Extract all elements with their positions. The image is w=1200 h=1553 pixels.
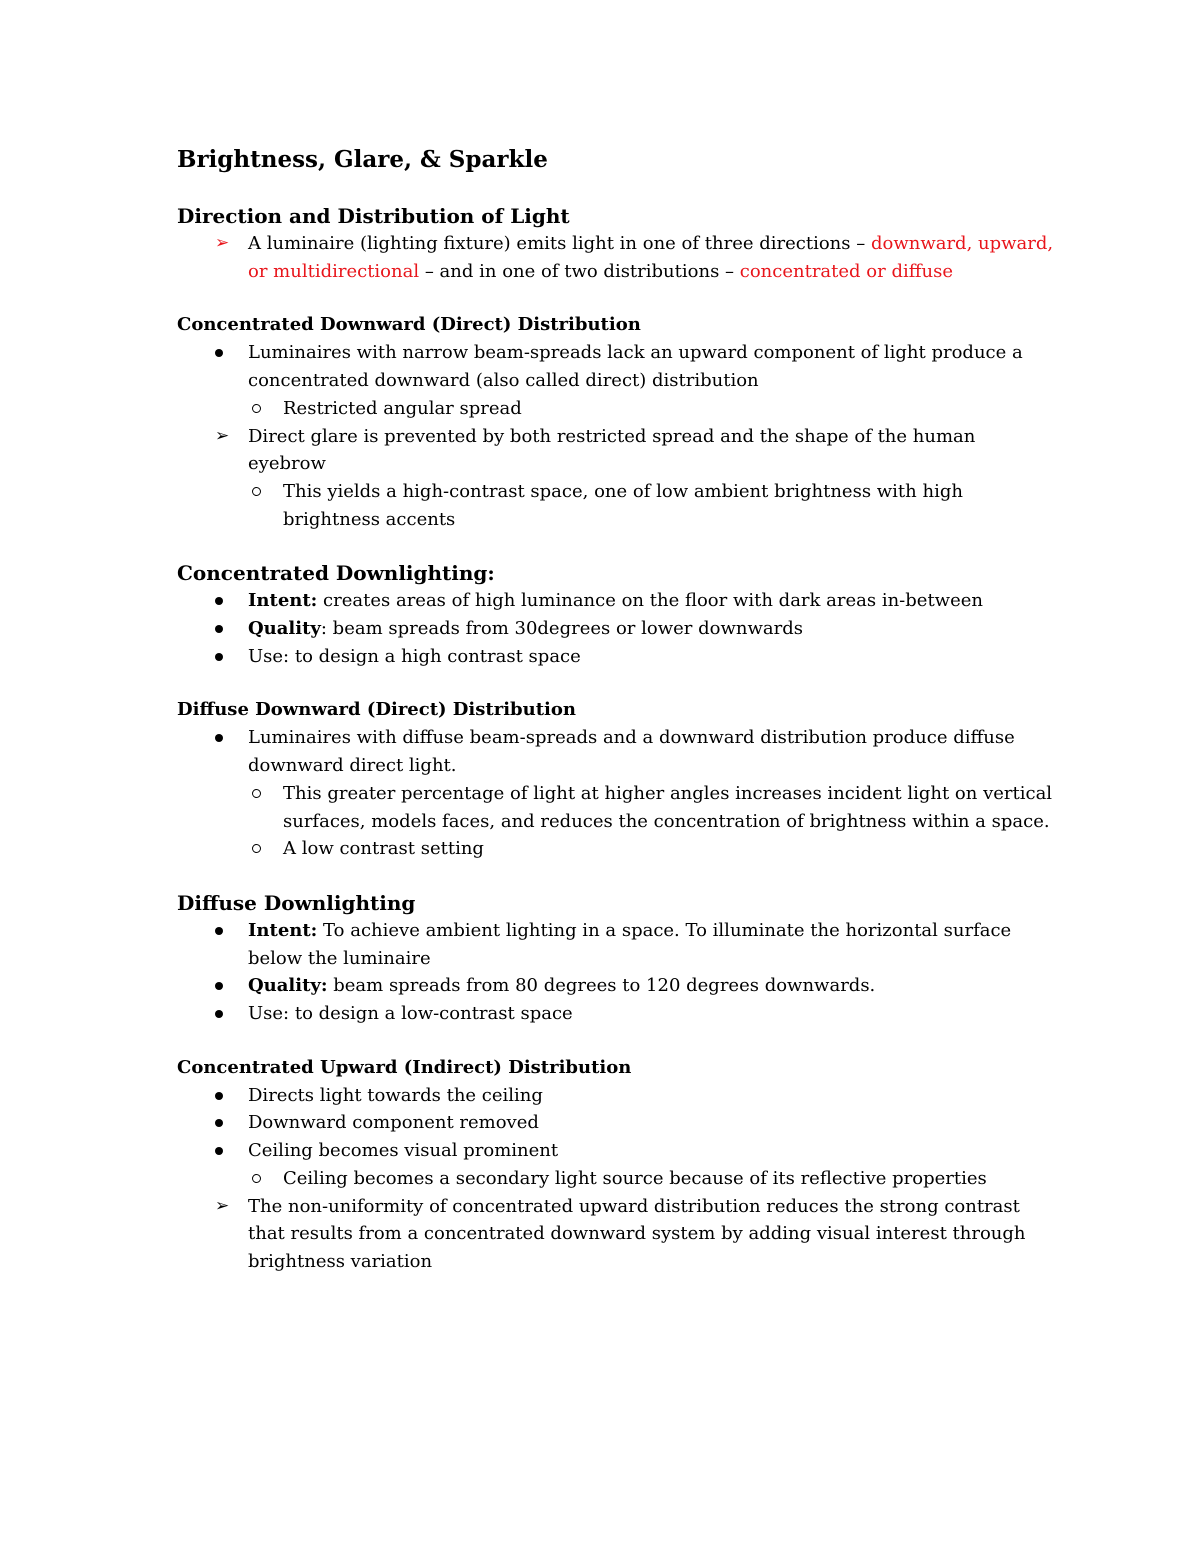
item-label: Quality — [248, 618, 321, 640]
circle-bullet-icon — [252, 487, 261, 496]
item-text: beam spreads from 80 degrees to 120 degrees downwards. — [327, 975, 876, 997]
list-item — [177, 1137, 1057, 1165]
item-text: This greater percentage of light at higher angles increases incident light on vertical surfaces, models faces, and reduces the concentration of brightness within a space. — [283, 782, 1053, 832]
list-item — [177, 339, 1057, 394]
dot-bullet-icon — [215, 1092, 223, 1100]
item-label: Intent: — [248, 590, 318, 612]
item-text: Ceiling becomes a secondary light source because of its reflective properties — [283, 1167, 987, 1189]
concentrated-downlighting-list — [177, 587, 1057, 670]
list-item — [177, 643, 1057, 671]
list-item — [177, 1109, 1057, 1137]
list-item — [177, 1082, 1057, 1110]
list-item — [177, 1000, 1057, 1028]
dot-bullet-icon — [215, 625, 223, 633]
section-heading-diffuse-downward: Diffuse Downward (Direct) Distribution — [177, 699, 576, 721]
highlighted-text: downward, upward, or multidirectional — [248, 233, 1054, 282]
highlighted-text: concentrated or diffuse — [739, 260, 953, 282]
item-text: Downward component removed — [248, 1112, 539, 1134]
item-text: A low contrast setting — [283, 838, 484, 860]
item-text: Luminaires with narrow beam-spreads lack an upward component of light produce a concentrated downward (also called direct) distribution — [248, 342, 1023, 392]
diffuse-downlighting-list — [177, 917, 1057, 1028]
item-text: The non-uniformity of concentrated upward distribution reduces the strong contrast that results from a concentrated downward system by adding visual interest through brightness variation — [248, 1195, 1026, 1272]
dot-bullet-icon — [215, 653, 223, 661]
item-label: Quality: — [248, 975, 328, 997]
section-heading-concentrated-upward: Concentrated Upward (Indirect) Distribution — [177, 1056, 632, 1078]
list-item — [177, 423, 1057, 478]
item-text: Use: to design a high contrast space — [248, 645, 581, 667]
circle-bullet-icon — [252, 1174, 261, 1183]
list-item — [177, 615, 1057, 643]
concentrated-upward-list — [177, 1082, 1057, 1276]
list-item — [177, 1193, 1057, 1276]
list-item — [177, 780, 1057, 835]
list-item — [177, 478, 1057, 533]
arrow-bullet-icon: ➢ — [215, 425, 230, 446]
direction-list — [177, 230, 1057, 285]
list-item — [177, 587, 1057, 615]
list-item — [177, 1165, 1057, 1193]
item-text: Use: to design a low-contrast space — [248, 1003, 573, 1025]
document-page — [177, 140, 1057, 1276]
section-heading-direction: Direction and Distribution of Light — [177, 204, 570, 228]
section-heading-diffuse-downlighting: Diffuse Downlighting — [177, 890, 416, 915]
arrow-bullet-icon: ➢ — [215, 233, 230, 253]
item-text: Luminaires with diffuse beam-spreads and a downward distribution produce diffuse downward direct light. — [248, 727, 1015, 777]
list-item — [177, 835, 1057, 863]
circle-bullet-icon — [252, 789, 261, 798]
dot-bullet-icon — [215, 982, 223, 990]
document-title: Brightness, Glare, & Sparkle — [177, 146, 548, 173]
dot-bullet-icon — [215, 734, 223, 742]
list-item — [177, 395, 1057, 423]
item-text: Directs light towards the ceiling — [248, 1084, 543, 1106]
section-heading-concentrated-downlighting: Concentrated Downlighting: — [177, 561, 495, 586]
item-text: : beam spreads from 30degrees or lower downwards — [320, 618, 803, 640]
item-text: To achieve ambient lighting in a space. To illuminate the horizontal surface below the luminaire — [248, 919, 1012, 969]
item-text: Ceiling becomes visual prominent — [248, 1140, 559, 1162]
item-label: Intent: — [248, 919, 318, 941]
item-text: – and in one of two distributions – — [419, 260, 740, 282]
list-item — [177, 724, 1057, 779]
section-heading-concentrated-downward: Concentrated Downward (Direct) Distribution — [177, 314, 641, 336]
circle-bullet-icon — [252, 404, 261, 413]
item-text: Direct glare is prevented by both restricted spread and the shape of the human eyebrow — [248, 425, 976, 475]
dot-bullet-icon — [215, 597, 223, 605]
concentrated-downward-list — [177, 339, 1057, 533]
dot-bullet-icon — [215, 927, 223, 935]
item-text: This yields a high-contrast space, one of low ambient brightness with high brightness accents — [283, 480, 963, 530]
item-text: A luminaire (lighting fixture) emits light in one of three directions – — [248, 233, 871, 254]
arrow-bullet-icon: ➢ — [215, 1195, 230, 1216]
item-text: creates areas of high luminance on the floor with dark areas in-between — [317, 590, 983, 612]
list-item — [177, 972, 1057, 1000]
dot-bullet-icon — [215, 1119, 223, 1127]
dot-bullet-icon — [215, 1147, 223, 1155]
list-item — [177, 917, 1057, 972]
list-item — [177, 230, 1057, 285]
circle-bullet-icon — [252, 844, 261, 853]
dot-bullet-icon — [215, 1010, 223, 1018]
dot-bullet-icon — [215, 349, 223, 357]
diffuse-downward-list — [177, 724, 1057, 863]
item-text: Restricted angular spread — [283, 397, 522, 419]
